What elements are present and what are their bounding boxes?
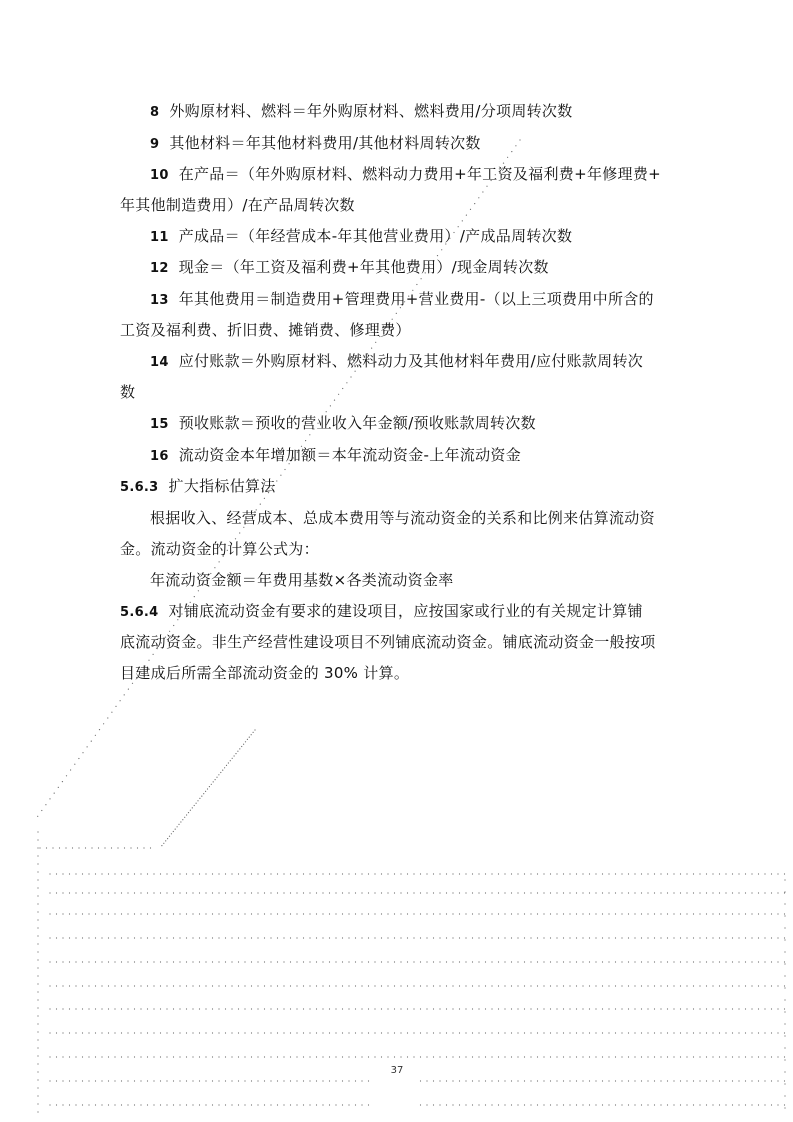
item-text: 其他材料＝年其他材料费用/其他材料周转次数 — [169, 134, 481, 152]
list-item-continuation: 工资及福利费、折旧费、摊销费、修理费） — [120, 321, 411, 339]
list-item-continuation: 数 — [120, 383, 136, 401]
list-item — [150, 256, 549, 280]
item-text: 外购原材料、燃料＝年外购原材料、燃料费用/分项周转次数 — [169, 102, 573, 120]
item-text: 预收账款＝预收的营业收入年金额/预收账款周转次数 — [178, 414, 536, 432]
item-number: 8 — [150, 105, 160, 120]
paragraph-line: 目建成后所需全部流动资金的 30% 计算。 — [120, 664, 410, 682]
item-text: 流动资金本年增加额＝本年流动资金-上年流动资金 — [178, 446, 522, 464]
item-number: 9 — [150, 137, 160, 152]
item-number: 12 — [150, 261, 169, 276]
item-text: 产成品＝（年经营成本-年其他营业费用）/产成品周转次数 — [178, 227, 573, 245]
item-text: 应付账款＝外购原材料、燃料动力及其他材料年费用/应付账款周转次 — [178, 352, 644, 370]
section-number: 5.6.4 — [120, 605, 159, 620]
formula-line: 年流动资金额＝年费用基数×各类流动资金率 — [150, 571, 454, 589]
item-number: 13 — [150, 293, 169, 308]
paragraph-line: 根据收入、经营成本、总成本费用等与流动资金的关系和比例来估算流动资 — [150, 509, 655, 527]
list-item — [150, 288, 654, 312]
paragraph-line: 金。流动资金的计算公式为： — [120, 540, 319, 558]
item-number: 10 — [150, 168, 169, 183]
section-title: 扩大指标估算法 — [168, 477, 276, 495]
item-text: 现金＝（年工资及福利费+年其他费用）/现金周转次数 — [178, 258, 549, 276]
list-item — [150, 163, 661, 187]
section-heading — [120, 475, 276, 499]
item-text: 年其他费用＝制造费用+管理费用+营业费用-（以上三项费用中所含的 — [178, 290, 654, 308]
paragraph-line: 底流动资金。非生产经营性建设项目不列铺底流动资金。铺底流动资金一般按项 — [120, 633, 656, 651]
list-item — [150, 132, 481, 156]
page-number: 37 — [390, 1065, 404, 1076]
list-item — [150, 444, 521, 468]
list-item — [150, 350, 643, 374]
paragraph-line: 对铺底流动资金有要求的建设项目，应按国家或行业的有关规定计算铺 — [168, 602, 643, 620]
section-number: 5.6.3 — [120, 480, 159, 495]
list-item — [150, 225, 572, 249]
item-number: 15 — [150, 417, 169, 432]
item-text: 在产品＝（年外购原材料、燃料动力费用+年工资及福利费+年修理费+ — [178, 165, 662, 183]
list-item-continuation: 年其他制造费用）/在产品周转次数 — [120, 196, 355, 214]
item-number: 14 — [150, 355, 169, 370]
item-number: 11 — [150, 230, 169, 245]
section-heading — [120, 600, 643, 624]
item-number: 16 — [150, 449, 169, 464]
list-item — [150, 100, 573, 124]
list-item — [150, 412, 536, 436]
